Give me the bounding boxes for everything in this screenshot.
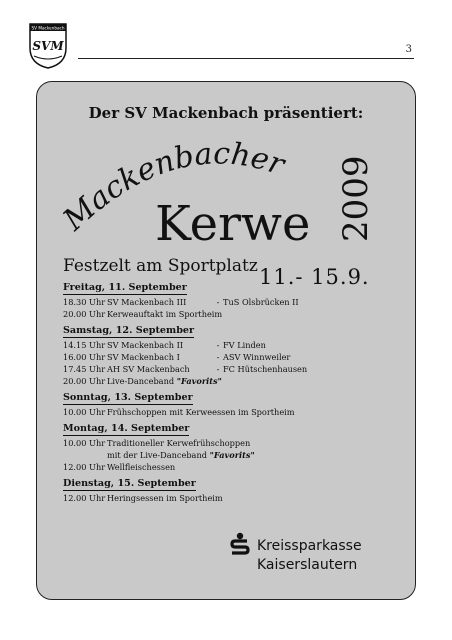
event-separator: - xyxy=(216,364,220,374)
kerwe-poster xyxy=(36,81,416,600)
day-header: Freitag, 11. September xyxy=(63,282,187,293)
event-row xyxy=(63,406,403,418)
sponsor-name-line1: Kreissparkasse xyxy=(257,538,362,554)
day-block xyxy=(63,325,403,387)
event-row xyxy=(63,492,403,504)
event-description: Frühschoppen mit Kerweessen im Sportheim xyxy=(107,407,295,417)
sponsor-block xyxy=(229,530,409,580)
crest-name-text: SV Mackenbach xyxy=(31,25,65,31)
event-description: Traditioneller Kerwefrühschoppen xyxy=(107,438,251,448)
day-block xyxy=(63,478,403,504)
day-block xyxy=(63,392,403,418)
event-away-team: TuS Olsbrücken II xyxy=(223,297,299,307)
day-block xyxy=(63,282,403,320)
header-rule xyxy=(78,58,414,59)
event-row xyxy=(63,375,403,387)
sponsor-name-line2: Kaiserslautern xyxy=(257,557,358,573)
day-block xyxy=(63,423,403,473)
event-home-team: SV Mackenbach II xyxy=(107,340,184,350)
event-description: mit der Live-Danceband "Favorits" xyxy=(107,450,255,460)
event-schedule xyxy=(63,282,403,509)
event-away-team: ASV Winnweiler xyxy=(223,352,291,362)
event-time: 18.30 Uhr xyxy=(63,297,106,307)
event-row xyxy=(63,308,403,320)
event-home-team: SV Mackenbach III xyxy=(107,297,187,307)
event-row xyxy=(63,296,403,308)
event-description: Kerweauftakt im Sportheim xyxy=(107,309,223,319)
event-away-team: FC Hütschenhausen xyxy=(223,364,308,374)
crest-abbrev-text: SVM xyxy=(32,39,64,53)
day-header: Sonntag, 13. September xyxy=(63,392,193,403)
page-number: 3 xyxy=(405,44,412,55)
presenter-heading: Der SV Mackenbach präsentiert: xyxy=(88,104,364,122)
event-row xyxy=(63,351,403,363)
event-separator: - xyxy=(216,340,220,350)
event-row xyxy=(63,363,403,375)
event-time: 20.00 Uhr xyxy=(63,376,106,386)
day-header: Dienstag, 15. September xyxy=(63,478,196,489)
venue-subtitle: Festzelt am Sportplatz xyxy=(63,256,258,276)
event-separator: - xyxy=(216,352,220,362)
event-time: 20.00 Uhr xyxy=(63,309,106,319)
event-time: 16.00 Uhr xyxy=(63,352,106,362)
event-home-team: AH SV Mackenbach xyxy=(107,364,190,374)
event-row xyxy=(63,449,403,461)
event-description: Live-Danceband "Favorits" xyxy=(107,376,222,386)
event-dates: 11.- 15.9. xyxy=(259,265,370,289)
event-separator: - xyxy=(216,297,220,307)
poster-year: 2009 xyxy=(336,155,376,242)
event-time: 10.00 Uhr xyxy=(63,407,106,417)
event-description: Wellfleischessen xyxy=(107,462,176,472)
event-time: 10.00 Uhr xyxy=(63,438,106,448)
event-home-team: SV Mackenbach I xyxy=(107,352,180,362)
day-header: Samstag, 12. September xyxy=(63,325,195,336)
event-time: 12.00 Uhr xyxy=(63,493,106,503)
event-time xyxy=(63,449,107,461)
event-row xyxy=(63,461,403,473)
event-away-team: FV Linden xyxy=(223,340,266,350)
club-crest-logo xyxy=(26,20,70,70)
event-row xyxy=(63,437,403,449)
event-time: 12.00 Uhr xyxy=(63,462,106,472)
event-description: Heringsessen im Sportheim xyxy=(107,493,223,503)
band-name: "Favorits" xyxy=(209,450,255,460)
day-header: Montag, 14. September xyxy=(63,423,190,434)
event-row xyxy=(63,339,403,351)
title-word-kerwe: Kerwe xyxy=(155,196,311,252)
poster-title-graphic xyxy=(37,82,416,282)
event-time: 14.15 Uhr xyxy=(63,340,106,350)
sparkasse-s-icon xyxy=(229,532,251,558)
title-word-mackenbacher: Mackenbacher xyxy=(56,136,289,238)
band-name: "Favorits" xyxy=(176,376,222,386)
event-time: 17.45 Uhr xyxy=(63,364,106,374)
